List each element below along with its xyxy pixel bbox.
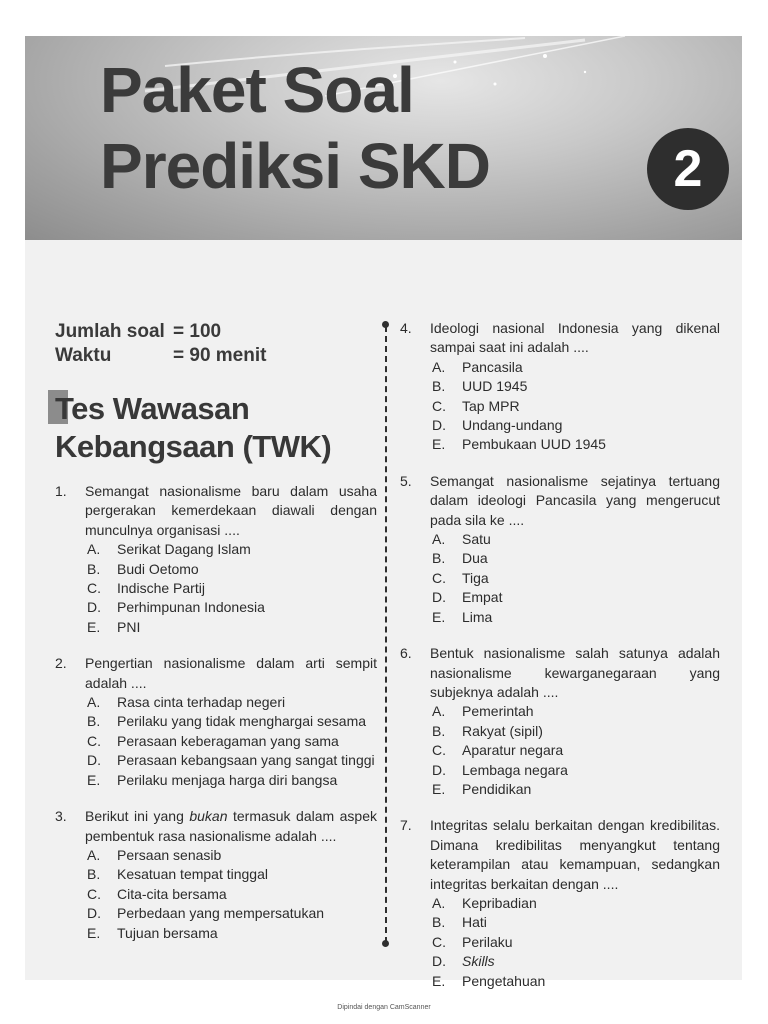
answer-option: [85, 904, 377, 923]
option-letter: A.: [432, 531, 446, 548]
option-text: Perasaan keberagaman yang sama: [117, 732, 339, 749]
answer-option: [430, 608, 720, 627]
answer-option: [85, 560, 377, 579]
option-letter: E.: [432, 436, 446, 453]
question-text-part: Berikut ini yang: [85, 808, 190, 825]
answer-option: [430, 377, 720, 396]
answer-option: [430, 588, 720, 607]
option-letter: A.: [87, 694, 101, 711]
question-text: Pengertian nasionalisme dalam arti sempit adalah ....: [85, 655, 377, 691]
option-text: Budi Oetomo: [117, 560, 199, 577]
answer-option: [430, 894, 720, 913]
question-text: Semangat nasionalisme sejatinya tertuang dalam ideologi Pancasila yang mengerucut pada sila ke ....: [430, 472, 720, 528]
section-title-line2: Kebangsaan (TWK): [55, 429, 332, 464]
option-letter: D.: [432, 761, 446, 778]
answer-option: [85, 618, 377, 637]
option-letter: C.: [87, 885, 101, 902]
answer-option: [85, 598, 377, 617]
question-6: [400, 644, 720, 799]
option-text: Perhimpunan Indonesia: [117, 599, 265, 616]
question-number: 1.: [55, 483, 67, 499]
answer-option: [430, 933, 720, 952]
answer-option: [430, 952, 720, 971]
question-number: 4.: [400, 320, 412, 336]
option-text: Lima: [462, 608, 493, 625]
option-text: Pengetahuan: [462, 972, 546, 989]
option-text: Skills: [462, 953, 495, 970]
answer-option: [85, 732, 377, 751]
option-text: PNI: [117, 618, 141, 635]
option-text: Pendidikan: [462, 780, 532, 797]
option-text: Perilaku menjaga harga diri bangsa: [117, 771, 338, 788]
option-letter: E.: [87, 618, 101, 635]
option-letter: B.: [87, 713, 101, 730]
page-title-line2: Prediksi SKD: [100, 130, 490, 202]
answer-option: [430, 761, 720, 780]
answer-option: [430, 913, 720, 932]
answer-option: [85, 579, 377, 598]
option-text: Kepribadian: [462, 894, 537, 911]
time-row: [55, 344, 266, 368]
divider-dot-bottom: [382, 940, 389, 947]
answer-option: [85, 693, 377, 712]
answer-option: [430, 358, 720, 377]
option-letter: C.: [87, 580, 101, 597]
option-text: Dua: [462, 550, 488, 567]
option-letter: B.: [432, 550, 446, 567]
option-text: Hati: [462, 914, 487, 931]
answer-option: [85, 846, 377, 865]
answer-option: [430, 972, 720, 991]
option-letter: C.: [432, 742, 446, 759]
question-number: 3.: [55, 808, 67, 825]
option-letter: E.: [432, 972, 446, 989]
header-banner: [25, 36, 742, 240]
answer-option: [85, 885, 377, 904]
question-text: [85, 807, 377, 846]
question-text: Ideologi nasional Indonesia yang dikenal sampai saat ini adalah ....: [430, 320, 720, 356]
option-text: Perilaku: [462, 933, 513, 950]
option-letter: B.: [432, 722, 446, 739]
option-letter: C.: [432, 397, 446, 414]
option-text: Undang-undang: [462, 417, 563, 434]
answer-option: [85, 751, 377, 770]
section-title-line1: Tes Wawasan: [55, 391, 250, 426]
option-letter: D.: [432, 953, 446, 970]
option-text: Serikat Dagang Islam: [117, 541, 251, 558]
answer-option: [430, 397, 720, 416]
question-column-left: [55, 482, 377, 960]
option-text: Kesatuan tempat tinggal: [117, 866, 268, 883]
option-text: Tap MPR: [462, 397, 520, 414]
option-letter: D.: [87, 752, 101, 769]
question-3: [55, 807, 377, 943]
option-letter: A.: [87, 541, 101, 558]
option-letter: D.: [87, 905, 101, 922]
question-text: Semangat nasionalisme baru dalam usaha pergerakan kemerdekaan diawali dengan munculnya organisasi ....: [85, 483, 377, 538]
option-text: Cita-cita bersama: [117, 885, 227, 902]
time-value: = 90 menit: [173, 345, 267, 366]
exam-meta: [55, 320, 266, 368]
option-text: Persaan senasib: [117, 846, 222, 863]
question-2: [55, 654, 377, 790]
option-letter: B.: [87, 560, 101, 577]
option-letter: C.: [432, 933, 446, 950]
question-text-part: termasuk dalam aspek pembentuk rasa nasionalisme adalah ....: [85, 808, 377, 844]
option-text: Perbedaan yang mempersatukan: [117, 905, 325, 922]
answer-option: [430, 549, 720, 568]
answer-option: [430, 530, 720, 549]
answer-option: [85, 771, 377, 790]
option-letter: B.: [432, 378, 446, 395]
option-letter: D.: [432, 417, 446, 434]
question-text-emphasis: bukan: [189, 808, 228, 825]
option-letter: B.: [87, 866, 101, 883]
question-number: 7.: [400, 817, 412, 834]
option-letter: C.: [87, 732, 101, 749]
question-4: [400, 319, 720, 455]
option-letter: A.: [87, 846, 101, 863]
answer-option: [430, 569, 720, 588]
column-divider: [385, 326, 387, 943]
option-letter: D.: [87, 599, 101, 616]
answer-option: [430, 722, 720, 741]
option-text: Pemerintah: [462, 703, 534, 720]
option-text: Satu: [462, 531, 491, 548]
option-letter: E.: [432, 608, 446, 625]
question-number: 6.: [400, 645, 412, 662]
answer-option: [85, 865, 377, 884]
question-column-right: [400, 319, 720, 1008]
option-letter: E.: [432, 780, 446, 797]
option-letter: E.: [87, 771, 101, 788]
question-count-row: [55, 320, 266, 344]
option-letter: A.: [432, 358, 446, 375]
option-text: Indische Partij: [117, 580, 205, 597]
question-number: 2.: [55, 655, 67, 672]
option-text: Tiga: [462, 569, 489, 586]
answer-option: [85, 924, 377, 943]
option-text: Perilaku yang tidak menghargai sesama: [117, 713, 367, 730]
scanner-watermark: Dipindai dengan CamScanner: [337, 1004, 431, 1011]
answer-option: [430, 435, 720, 454]
option-text: Pancasila: [462, 358, 523, 375]
time-label: Waktu: [55, 345, 112, 366]
option-letter: B.: [432, 914, 446, 931]
answer-option: [430, 416, 720, 435]
option-text: Aparatur negara: [462, 742, 564, 759]
question-text: Bentuk nasionalisme salah satunya adalah nasionalisme kewarganegaraan yang subjeknya adalah ....: [430, 645, 720, 700]
question-text: Integritas selalu berkaitan dengan kredibilitas. Dimana kredibilitas menyangkut tentang keterampilan atau kemampuan, sedangkan integritas berkaitan dengan ....: [430, 817, 720, 892]
option-text: Perasaan kebangsaan yang sangat tinggi: [117, 752, 375, 769]
answer-option: [85, 540, 377, 559]
option-letter: A.: [432, 703, 446, 720]
answer-option: [430, 780, 720, 799]
option-letter: E.: [87, 924, 101, 941]
answer-option: [430, 741, 720, 760]
answer-option: [430, 702, 720, 721]
question-7: [400, 816, 720, 991]
page-title-line1: Paket Soal: [100, 54, 414, 126]
section-title: [55, 390, 331, 466]
option-text: Tujuan bersama: [117, 924, 218, 941]
option-text: Pembukaan UUD 1945: [462, 436, 606, 453]
question-5: [400, 472, 720, 627]
question-count-label: Jumlah soal: [55, 321, 165, 342]
option-letter: C.: [432, 569, 446, 586]
option-text: Rakyat (sipil): [462, 722, 543, 739]
answer-option: [85, 712, 377, 731]
option-text: UUD 1945: [462, 378, 528, 395]
package-number-badge: 2: [647, 128, 729, 210]
option-text: Lembaga negara: [462, 761, 568, 778]
question-1: [55, 482, 377, 637]
question-count-value: = 100: [173, 321, 222, 342]
option-letter: D.: [432, 589, 446, 606]
option-letter: A.: [432, 894, 446, 911]
question-number: 5.: [400, 472, 412, 489]
option-text: Rasa cinta terhadap negeri: [117, 694, 286, 711]
option-text: Empat: [462, 589, 503, 606]
